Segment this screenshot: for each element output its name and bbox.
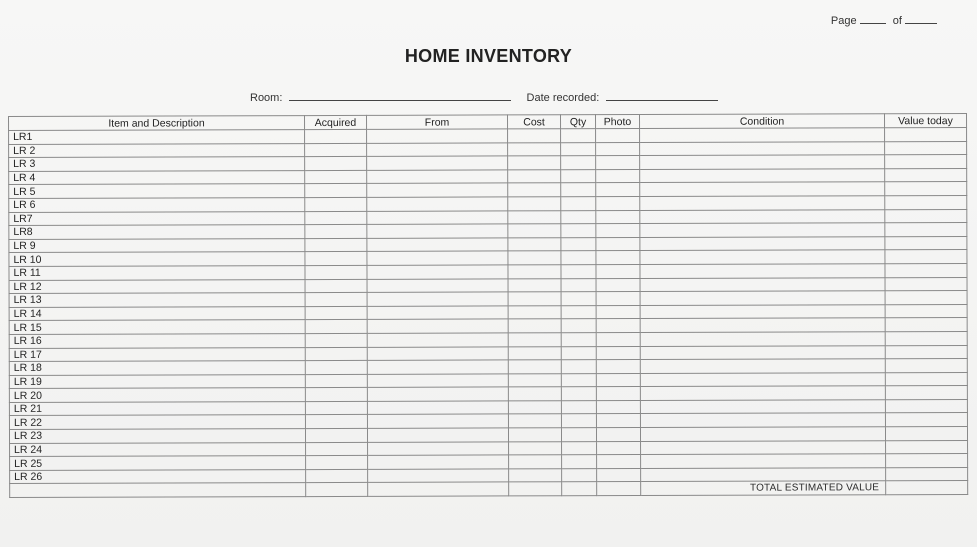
from-cell[interactable] — [367, 319, 508, 333]
condition-cell[interactable] — [640, 345, 885, 359]
condition-cell[interactable] — [640, 304, 885, 318]
item-id-cell[interactable]: LR 11 — [9, 266, 305, 281]
item-id-cell[interactable]: LR 4 — [9, 170, 305, 185]
from-cell[interactable] — [367, 170, 508, 184]
photo-cell[interactable] — [596, 400, 640, 414]
value-today-cell[interactable] — [885, 277, 967, 291]
photo-cell[interactable] — [596, 169, 640, 183]
value-today-cell[interactable] — [885, 318, 967, 332]
item-id-cell[interactable]: LR7 — [9, 211, 305, 226]
value-today-cell[interactable] — [885, 304, 967, 318]
item-id-cell[interactable]: LR 25 — [10, 456, 306, 471]
item-id-cell[interactable]: LR 3 — [9, 157, 305, 172]
acquired-cell[interactable] — [305, 415, 367, 429]
cost-cell[interactable] — [508, 170, 561, 184]
condition-cell[interactable] — [641, 454, 886, 468]
total-row-empty-cell — [509, 482, 562, 496]
qty-cell[interactable] — [561, 265, 596, 279]
condition-cell[interactable] — [640, 128, 885, 142]
total-row-empty-cell — [597, 482, 641, 496]
room-field[interactable] — [289, 90, 511, 101]
photo-cell[interactable] — [596, 224, 640, 238]
qty-cell[interactable] — [561, 360, 596, 374]
value-today-cell[interactable] — [885, 155, 967, 169]
cost-cell[interactable] — [508, 224, 561, 238]
acquired-cell[interactable] — [305, 374, 367, 388]
condition-cell[interactable] — [640, 386, 885, 400]
value-today-cell[interactable] — [885, 182, 967, 196]
from-cell[interactable] — [367, 156, 508, 170]
acquired-cell[interactable] — [305, 320, 367, 334]
acquired-cell[interactable] — [305, 170, 367, 184]
cost-cell[interactable] — [508, 129, 561, 143]
cost-cell[interactable] — [508, 142, 561, 156]
value-today-cell[interactable] — [885, 223, 967, 237]
condition-cell[interactable] — [640, 236, 885, 250]
acquired-cell[interactable] — [305, 428, 367, 442]
column-header-condition: Condition — [639, 114, 884, 129]
from-cell[interactable] — [367, 129, 508, 143]
cost-cell[interactable] — [508, 414, 561, 428]
total-row-empty-cell — [368, 482, 509, 496]
acquired-cell[interactable] — [305, 143, 367, 157]
condition-cell[interactable] — [640, 332, 885, 346]
value-today-cell[interactable] — [885, 427, 967, 441]
value-today-cell[interactable] — [885, 399, 967, 413]
qty-cell[interactable] — [561, 224, 596, 238]
acquired-cell[interactable] — [305, 238, 367, 252]
acquired-cell[interactable] — [306, 442, 368, 456]
value-today-cell[interactable] — [886, 467, 968, 481]
photo-cell[interactable] — [596, 292, 640, 306]
page-number-blank[interactable] — [860, 13, 886, 24]
item-id-cell[interactable]: LR 20 — [9, 388, 305, 403]
cost-cell[interactable] — [509, 441, 562, 455]
condition-cell[interactable] — [640, 291, 885, 305]
photo-cell[interactable] — [596, 156, 640, 170]
value-today-cell[interactable] — [885, 359, 967, 373]
item-id-cell[interactable]: LR1 — [9, 130, 305, 145]
cost-cell[interactable] — [508, 278, 561, 292]
cost-cell[interactable] — [508, 265, 561, 279]
from-cell[interactable] — [367, 401, 508, 415]
qty-cell[interactable] — [561, 237, 596, 251]
condition-cell[interactable] — [640, 250, 885, 264]
photo-cell[interactable] — [596, 414, 640, 428]
column-header-cost: Cost — [507, 115, 560, 129]
from-cell[interactable] — [367, 306, 508, 320]
column-header-photo: Photo — [595, 115, 639, 129]
page-title: HOME INVENTORY — [404, 46, 573, 66]
of-label: of — [892, 15, 902, 27]
acquired-cell[interactable] — [305, 306, 367, 320]
from-cell[interactable] — [367, 292, 508, 306]
page-total-blank[interactable] — [905, 13, 937, 24]
condition-cell[interactable] — [640, 400, 885, 414]
value-today-cell[interactable] — [885, 236, 967, 250]
condition-cell[interactable] — [640, 427, 885, 441]
column-header-from: From — [366, 115, 507, 129]
qty-cell[interactable] — [561, 156, 596, 170]
cost-cell[interactable] — [508, 333, 561, 347]
value-today-cell[interactable] — [885, 372, 967, 386]
condition-cell[interactable] — [641, 468, 886, 482]
condition-cell[interactable] — [640, 318, 885, 332]
value-today-cell[interactable] — [885, 263, 967, 277]
acquired-cell[interactable] — [306, 469, 368, 483]
photo-cell[interactable] — [596, 278, 640, 292]
cost-cell[interactable] — [508, 197, 561, 211]
from-cell[interactable] — [367, 238, 508, 252]
photo-cell[interactable] — [596, 360, 640, 374]
item-id-cell[interactable]: LR 14 — [9, 306, 305, 321]
acquired-cell[interactable] — [306, 456, 368, 470]
cost-cell[interactable] — [509, 469, 562, 483]
page-number-line — [831, 13, 937, 27]
photo-cell[interactable] — [596, 305, 640, 319]
condition-cell[interactable] — [640, 209, 885, 223]
qty-cell[interactable] — [561, 183, 596, 197]
from-cell[interactable] — [367, 428, 508, 442]
qty-cell[interactable] — [562, 441, 597, 455]
cost-cell[interactable] — [508, 251, 561, 265]
item-id-cell[interactable]: LR 9 — [9, 238, 305, 253]
photo-cell[interactable] — [597, 455, 641, 469]
photo-cell[interactable] — [596, 264, 640, 278]
from-cell[interactable] — [367, 374, 508, 388]
photo-cell[interactable] — [596, 387, 640, 401]
column-header-value-today: Value today — [884, 113, 966, 127]
condition-cell[interactable] — [640, 359, 885, 373]
item-id-cell[interactable]: LR 22 — [9, 415, 305, 430]
photo-cell[interactable] — [596, 251, 640, 265]
cost-cell[interactable] — [508, 319, 561, 333]
qty-cell[interactable] — [561, 129, 596, 143]
value-today-cell[interactable] — [885, 141, 967, 155]
photo-cell[interactable] — [597, 441, 641, 455]
column-header-qty: Qty — [560, 115, 595, 129]
item-id-cell[interactable]: LR 17 — [9, 347, 305, 362]
cost-cell[interactable] — [508, 387, 561, 401]
value-today-cell[interactable] — [885, 291, 967, 305]
value-today-cell[interactable] — [885, 413, 967, 427]
item-id-cell[interactable]: LR 10 — [9, 252, 305, 267]
qty-cell[interactable] — [561, 401, 596, 415]
item-id-cell[interactable]: LR 5 — [9, 184, 305, 199]
value-today-cell[interactable] — [885, 331, 967, 345]
date-recorded-field[interactable] — [606, 90, 718, 101]
photo-cell[interactable] — [596, 129, 640, 143]
from-cell[interactable] — [367, 183, 508, 197]
photo-cell[interactable] — [596, 319, 640, 333]
from-cell[interactable] — [367, 278, 508, 292]
value-today-cell[interactable] — [885, 250, 967, 264]
from-cell[interactable] — [367, 387, 508, 401]
condition-cell[interactable] — [640, 264, 885, 278]
item-id-cell[interactable]: LR 12 — [9, 279, 305, 294]
item-id-cell[interactable]: LR 15 — [9, 320, 305, 335]
item-id-cell[interactable]: LR 26 — [10, 469, 306, 484]
item-id-cell[interactable]: LR8 — [9, 225, 305, 240]
qty-cell[interactable] — [561, 319, 596, 333]
qty-cell[interactable] — [561, 210, 596, 224]
qty-cell[interactable] — [561, 292, 596, 306]
acquired-cell[interactable] — [305, 252, 367, 266]
qty-cell[interactable] — [561, 373, 596, 387]
inventory-table — [8, 113, 968, 498]
cost-cell[interactable] — [508, 346, 561, 360]
photo-cell[interactable] — [596, 210, 640, 224]
qty-cell[interactable] — [561, 387, 596, 401]
cost-cell[interactable] — [508, 373, 561, 387]
room-date-row — [250, 90, 718, 104]
item-id-cell[interactable]: LR 18 — [9, 361, 305, 376]
from-cell[interactable] — [368, 442, 509, 456]
acquired-cell[interactable] — [305, 333, 367, 347]
value-today-cell[interactable] — [885, 209, 967, 223]
from-cell[interactable] — [368, 455, 509, 469]
total-row-empty-cell — [306, 483, 368, 497]
photo-cell[interactable] — [596, 237, 640, 251]
item-id-cell[interactable]: LR 24 — [10, 442, 306, 457]
photo-cell[interactable] — [596, 332, 640, 346]
qty-cell[interactable] — [562, 455, 597, 469]
acquired-cell[interactable] — [305, 157, 367, 171]
qty-cell[interactable] — [561, 333, 596, 347]
acquired-cell[interactable] — [305, 279, 367, 293]
acquired-cell[interactable] — [305, 211, 367, 225]
from-cell[interactable] — [367, 143, 508, 157]
cost-cell[interactable] — [508, 238, 561, 252]
value-today-cell[interactable] — [885, 127, 967, 141]
from-cell[interactable] — [368, 469, 509, 483]
acquired-cell[interactable] — [305, 197, 367, 211]
acquired-cell[interactable] — [305, 225, 367, 239]
condition-cell[interactable] — [640, 182, 885, 196]
total-row — [10, 481, 968, 498]
value-today-cell[interactable] — [885, 168, 967, 182]
from-cell[interactable] — [367, 346, 508, 360]
condition-cell[interactable] — [640, 155, 885, 169]
acquired-cell[interactable] — [305, 129, 367, 143]
value-today-cell[interactable] — [886, 440, 968, 454]
from-cell[interactable] — [367, 251, 508, 265]
from-cell[interactable] — [367, 360, 508, 374]
item-id-cell[interactable]: LR 16 — [9, 333, 305, 348]
photo-cell[interactable] — [596, 142, 640, 156]
cost-cell[interactable] — [508, 210, 561, 224]
total-row-empty-cell — [10, 483, 306, 498]
photo-cell[interactable] — [597, 468, 641, 482]
cost-cell[interactable] — [508, 292, 561, 306]
condition-cell[interactable] — [640, 196, 885, 210]
acquired-cell[interactable] — [305, 184, 367, 198]
value-today-cell[interactable] — [885, 345, 967, 359]
total-estimated-value-cell[interactable] — [886, 481, 968, 495]
condition-cell[interactable] — [641, 440, 886, 454]
page-label: Page — [830, 15, 857, 27]
cost-cell[interactable] — [508, 305, 561, 319]
photo-cell[interactable] — [596, 373, 640, 387]
qty-cell[interactable] — [561, 346, 596, 360]
condition-cell[interactable] — [640, 372, 885, 386]
photo-cell[interactable] — [596, 346, 640, 360]
table-body — [9, 127, 968, 497]
qty-cell[interactable] — [561, 305, 596, 319]
photo-cell[interactable] — [596, 183, 640, 197]
acquired-cell[interactable] — [305, 388, 367, 402]
item-id-cell[interactable]: LR 2 — [9, 143, 305, 158]
cost-cell[interactable] — [508, 401, 561, 415]
column-header-item-description: Item and Description — [9, 116, 305, 131]
photo-cell[interactable] — [596, 196, 640, 210]
qty-cell[interactable] — [561, 197, 596, 211]
room-label: Room: — [250, 92, 283, 104]
qty-cell[interactable] — [561, 278, 596, 292]
qty-cell[interactable] — [561, 414, 596, 428]
from-cell[interactable] — [367, 210, 508, 224]
value-today-cell[interactable] — [885, 386, 967, 400]
condition-cell[interactable] — [640, 141, 885, 155]
acquired-cell[interactable] — [305, 292, 367, 306]
acquired-cell[interactable] — [305, 265, 367, 279]
qty-cell[interactable] — [561, 142, 596, 156]
qty-cell[interactable] — [561, 251, 596, 265]
from-cell[interactable] — [367, 333, 508, 347]
from-cell[interactable] — [367, 265, 508, 279]
condition-cell[interactable] — [640, 223, 885, 237]
from-cell[interactable] — [367, 414, 508, 428]
qty-cell[interactable] — [561, 169, 596, 183]
value-today-cell[interactable] — [885, 195, 967, 209]
acquired-cell[interactable] — [305, 401, 367, 415]
condition-cell[interactable] — [640, 277, 885, 291]
photo-cell[interactable] — [596, 428, 640, 442]
condition-cell[interactable] — [640, 169, 885, 183]
cost-cell[interactable] — [509, 455, 562, 469]
from-cell[interactable] — [367, 197, 508, 211]
cost-cell[interactable] — [508, 360, 561, 374]
qty-cell[interactable] — [561, 428, 596, 442]
date-recorded-label: Date recorded: — [526, 92, 600, 104]
column-header-acquired: Acquired — [305, 115, 367, 129]
condition-cell[interactable] — [640, 413, 885, 427]
acquired-cell[interactable] — [305, 347, 367, 361]
value-today-cell[interactable] — [886, 454, 968, 468]
item-id-cell[interactable]: LR 21 — [9, 401, 305, 416]
cost-cell[interactable] — [508, 156, 561, 170]
item-id-cell[interactable]: LR 19 — [9, 374, 305, 389]
cost-cell[interactable] — [508, 428, 561, 442]
item-id-cell[interactable]: LR 23 — [9, 429, 305, 444]
item-id-cell[interactable]: LR 6 — [9, 198, 305, 213]
item-id-cell[interactable]: LR 13 — [9, 293, 305, 308]
total-estimated-value-label: TOTAL ESTIMATED VALUE — [641, 481, 886, 495]
cost-cell[interactable] — [508, 183, 561, 197]
total-row-empty-cell — [562, 482, 597, 496]
acquired-cell[interactable] — [305, 360, 367, 374]
qty-cell[interactable] — [562, 468, 597, 482]
from-cell[interactable] — [367, 224, 508, 238]
